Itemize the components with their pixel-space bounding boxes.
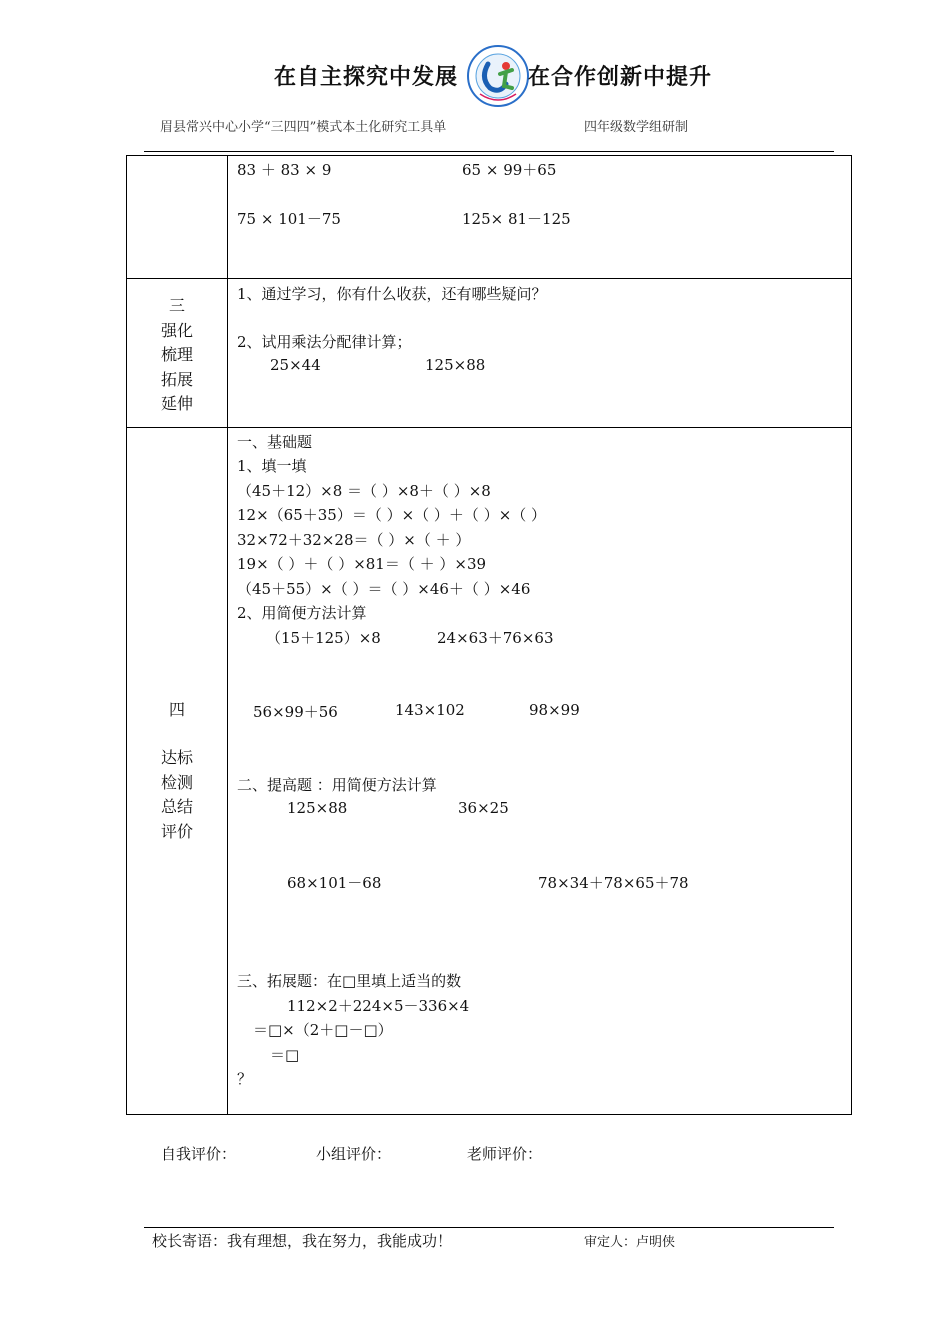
school-logo	[466, 44, 530, 108]
calc-b: 24×63＋76×63	[437, 629, 554, 647]
title-left: 在自主探究中发展	[274, 65, 459, 90]
row-divider-1	[126, 278, 851, 279]
section-three-label	[127, 294, 227, 417]
expr-1b: 65 × 99＋65	[462, 161, 557, 179]
advanced-title: 二、提高题 ：用简便方法计算	[237, 776, 437, 794]
section-four-label-2: 检测	[160, 772, 193, 792]
extension-title: 三、拓展题：在□里填上适当的数	[237, 972, 462, 990]
advanced-d: 78×34＋78×65＋78	[538, 874, 689, 892]
section-four-label-1: 达标	[160, 748, 193, 767]
question-2b: 125×88	[425, 356, 486, 374]
principal-motto: 校长寄语：我有理想，我在努力，我能成功！	[152, 1232, 453, 1250]
title-right: 在合作创新中提升	[528, 65, 713, 90]
self-evaluation: 自我评价：	[161, 1145, 237, 1163]
calc-a: （15＋125）×8	[266, 629, 381, 647]
row-divider-2	[126, 427, 851, 428]
section-four-number: 四	[168, 700, 185, 719]
calc-title: 2、用简便方法计算	[237, 604, 367, 622]
extension-line-2: ＝□×（2＋□－□）	[253, 1021, 393, 1039]
section-three-label-1: 三	[168, 296, 185, 315]
column-divider	[227, 155, 228, 1114]
school-line: 眉县常兴中心小学“三四四”模式本土化研究工具单	[160, 120, 447, 135]
question-2a: 25×44	[270, 356, 321, 374]
section-three-label-4: 拓展	[160, 369, 193, 389]
calc-c: 56×99＋56	[253, 703, 338, 721]
extension-line-4: ？	[237, 1070, 253, 1088]
section-four-label-3: 总结	[160, 797, 193, 816]
calc-d: 143×102	[395, 701, 465, 719]
header-divider	[144, 151, 834, 152]
section-four-label-4: 评价	[160, 821, 193, 841]
extension-line-1: 112×2＋224×5－336×4	[287, 997, 470, 1015]
fill-line-2: 12×（65＋35）＝（ ）×（ ）＋（ ）×（ ）	[237, 506, 547, 524]
question-2: 2、试用乘法分配律计算；	[237, 333, 412, 351]
section-three-label-2: 强化	[160, 320, 193, 340]
extension-line-3: ＝□	[270, 1046, 300, 1064]
section-four-label	[127, 746, 227, 844]
advanced-b: 36×25	[458, 799, 509, 817]
section-three-label-5: 延伸	[160, 394, 193, 413]
fill-line-5: （45＋55）×（ ）＝（ ）×46＋（ ）×46	[237, 580, 531, 598]
expr-1a: 83 ＋ 83 × 9	[237, 161, 332, 179]
question-1: 1、通过学习，你有什么收获，还有哪些疑问？	[237, 285, 547, 303]
expr-2b: 125× 81－125	[462, 210, 571, 228]
teacher-evaluation: 老师评价：	[467, 1145, 543, 1163]
expr-2a: 75 × 101－75	[237, 210, 341, 228]
group-line: 四年级数学组研制	[584, 120, 689, 135]
advanced-a: 125×88	[287, 799, 348, 817]
fill-line-4: 19×（ ）＋（ ）×81＝（ ＋ ）×39	[237, 555, 487, 573]
reviewer: 审定人：卢明侠	[584, 1235, 676, 1250]
footer-divider	[144, 1227, 834, 1228]
group-evaluation: 小组评价：	[316, 1145, 392, 1163]
fill-line-3: 32×72＋32×28＝（ ）×（ ＋ ）	[237, 531, 471, 549]
section-three-label-3: 梳理	[160, 345, 193, 364]
basic-title: 一、基础题	[237, 433, 313, 451]
fill-title: 1、填一填	[237, 457, 307, 475]
advanced-c: 68×101－68	[287, 874, 382, 892]
fill-line-1: （45＋12）×8 ＝（ ）×8＋（ ）×8	[237, 482, 491, 500]
calc-e: 98×99	[529, 701, 580, 719]
